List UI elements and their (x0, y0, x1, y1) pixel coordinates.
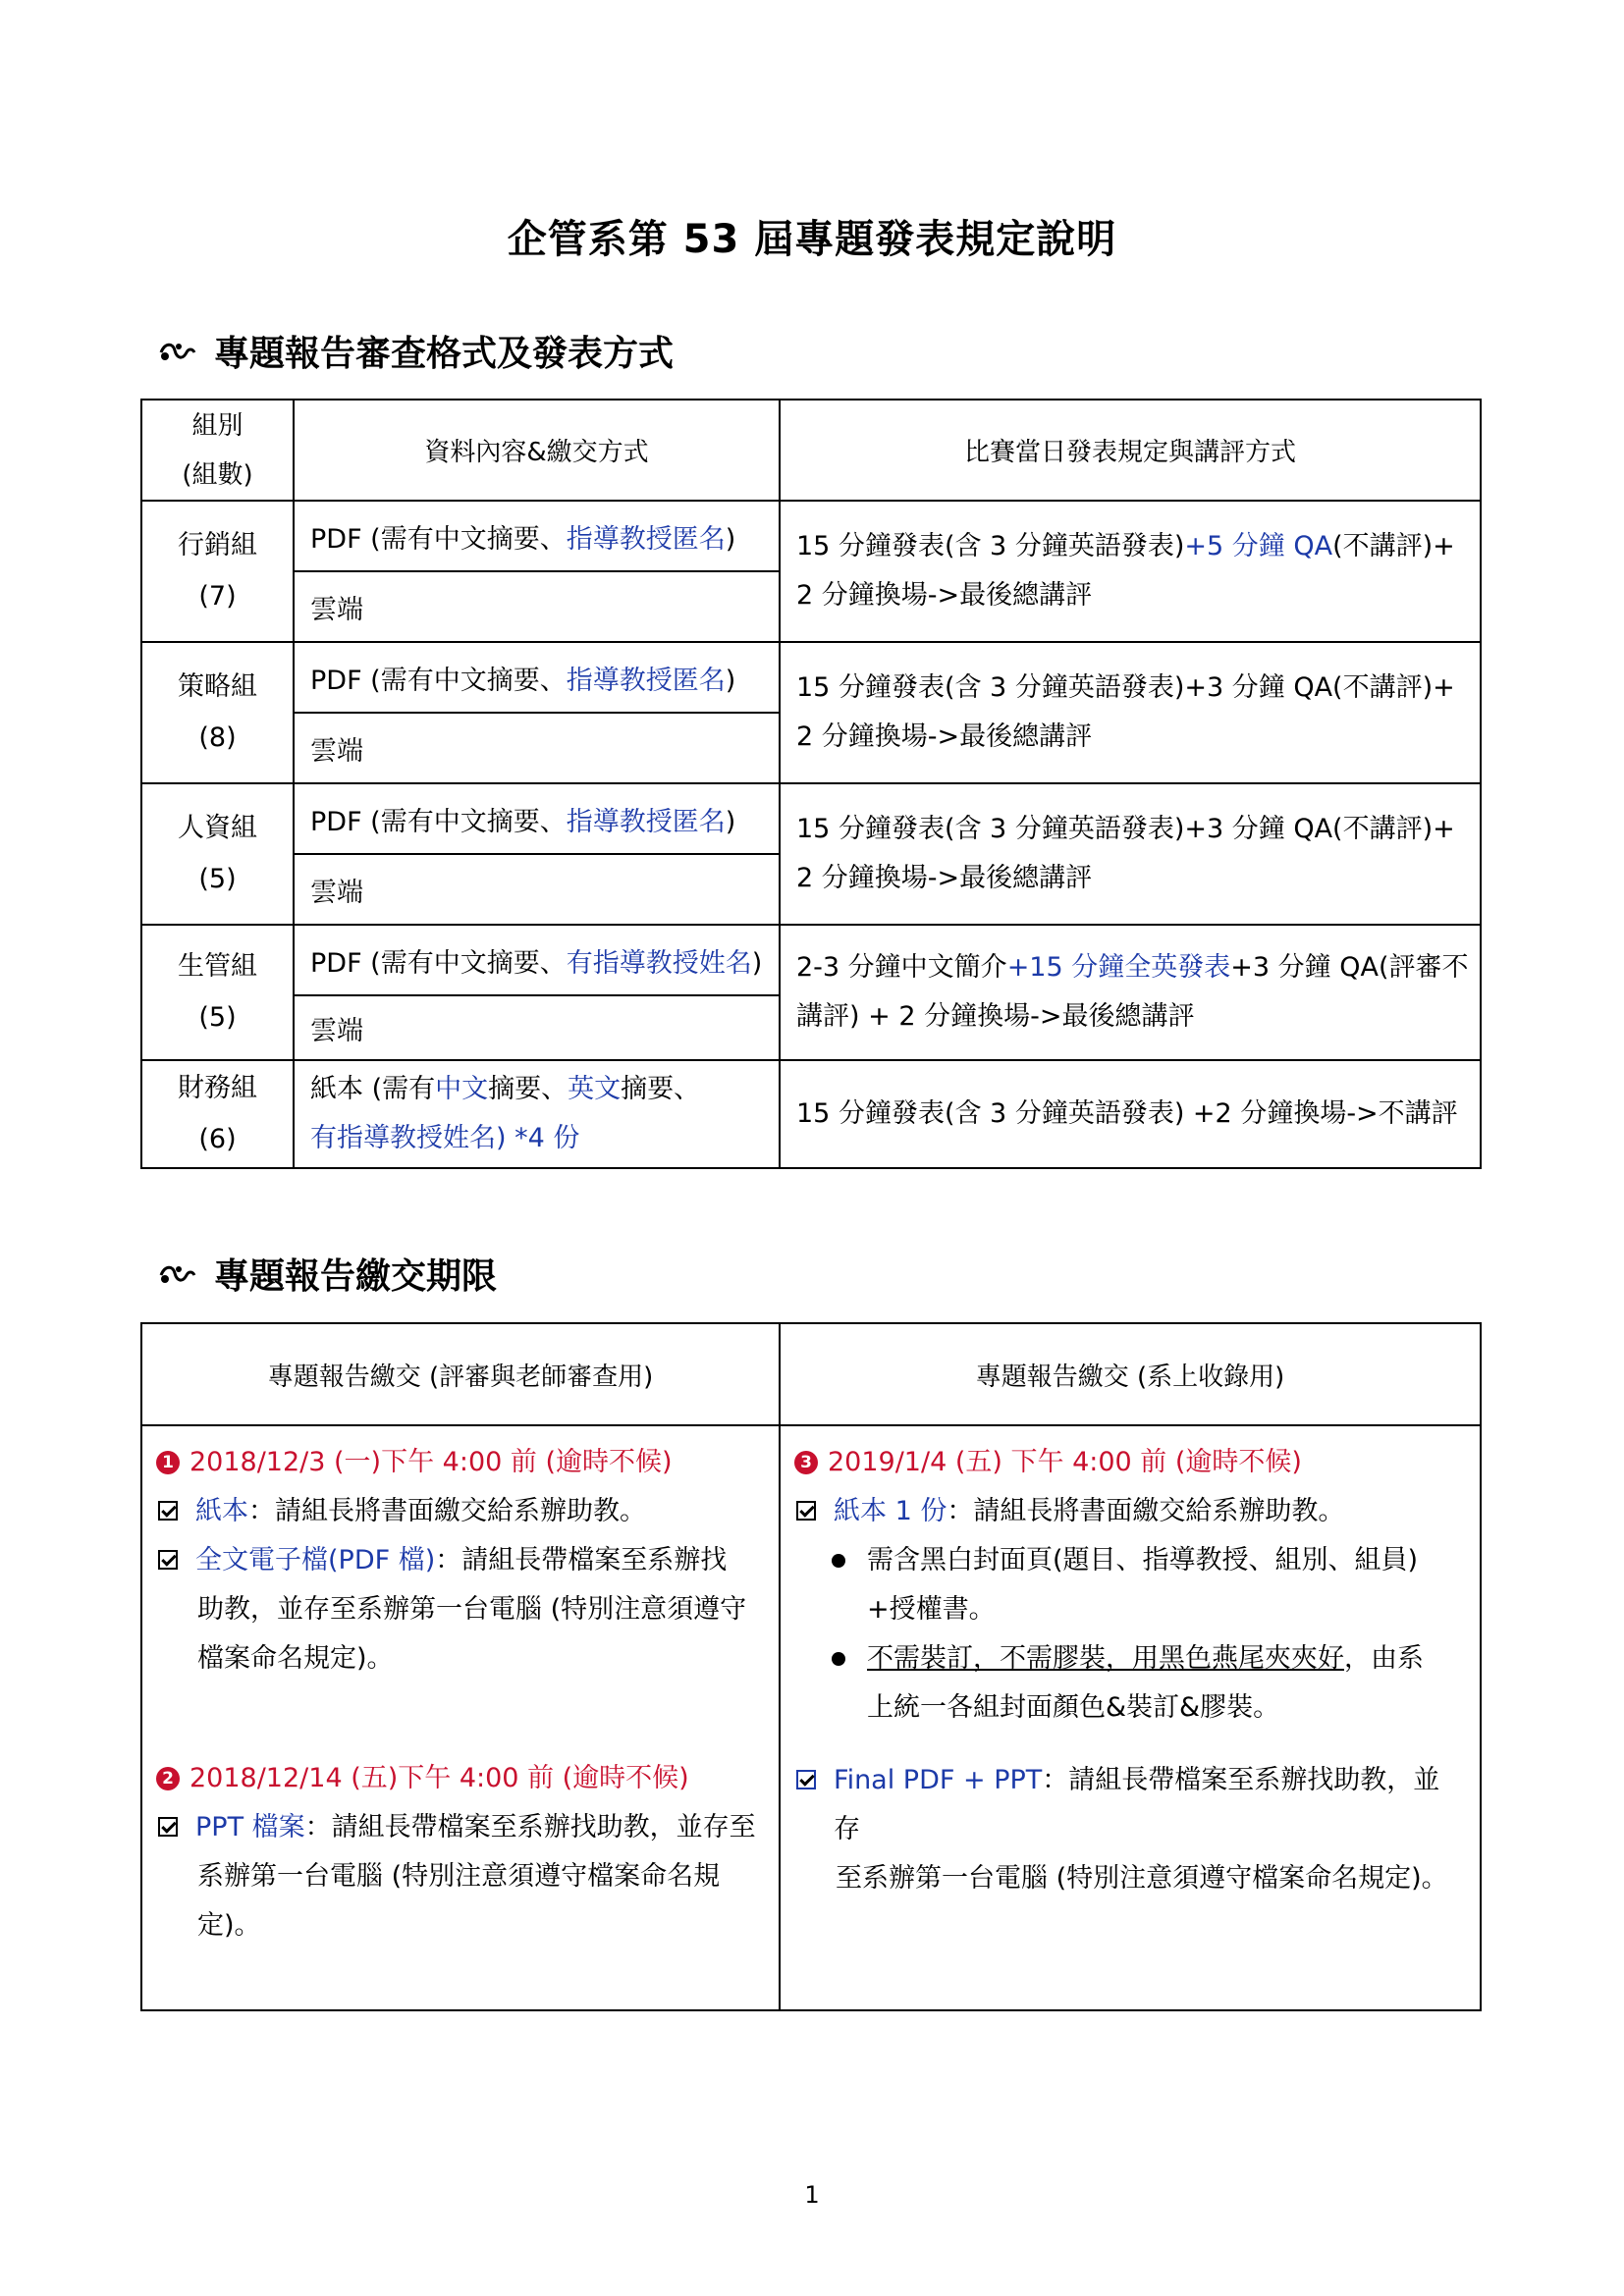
header-group: 組別 (組數) (141, 400, 294, 501)
checklist-item: PPT 檔案：請組長帶檔案至系辦找助教，並存至 (156, 1803, 765, 1852)
rule-cell: 15 分鐘發表(含 3 分鐘英語發表)+3 分鐘 QA(不講評)+ 2 分鐘換場->最後總講評 (780, 642, 1481, 783)
number-badge: 3 (794, 1451, 818, 1474)
page-number: 1 (804, 2181, 820, 2209)
review-format-table (140, 399, 1482, 1169)
checkbox-icon (796, 1501, 816, 1521)
table-row (141, 501, 1481, 571)
ornament-icon (157, 339, 196, 364)
group-cell: 策略組 (8) (141, 642, 294, 783)
cloud-cell: 雲端 (294, 995, 780, 1060)
group-cell: 行銷組 (7) (141, 501, 294, 642)
cloud-cell: 雲端 (294, 854, 780, 925)
group-cell: 財務組 (6) (141, 1060, 294, 1168)
ornament-icon (157, 1261, 196, 1287)
cloud-cell: 雲端 (294, 713, 780, 783)
header-review-submission: 專題報告繳交 (評審與老師審查用) (141, 1323, 780, 1425)
table-header-row (141, 1323, 1481, 1425)
checklist-item: 紙本：請組長將書面繳交給系辦助教。 (156, 1487, 765, 1536)
pdf-cell: PDF (需有中文摘要、指導教授匿名) (294, 783, 780, 854)
section-heading-text: 專題報告繳交期限 (214, 1256, 498, 1297)
group-cell: 人資組 (5) (141, 783, 294, 925)
table-row (141, 1060, 1481, 1168)
rule-cell: 15 分鐘發表(含 3 分鐘英語發表) +2 分鐘換場->不講評 (780, 1060, 1481, 1168)
table-row (141, 925, 1481, 995)
table-header-row (141, 400, 1481, 501)
checkbox-icon (158, 1501, 178, 1521)
pdf-cell: PDF (需有中文摘要、指導教授匿名) (294, 501, 780, 571)
number-badge: 2 (156, 1767, 180, 1790)
checkbox-icon (158, 1550, 178, 1570)
archive-deadline-cell: 3 2019/1/4 (五) 下午 4:00 前 (逾時不候) 紙本 1 份：請組長將書面繳交給系辦助教。 需含黑白封面頁(題目、指導教授、組別、組員) +授權書。 不需裝訂，不需膠裝，用黑色燕尾夾夾好，由系 上統一各組封面顏色&裝訂&膠裝。 Final PDF + PPT：請組長帶檔案至系辦找助教，並存 至系辦第一台電腦 (特別注意須遵守檔案命名規定)。 (780, 1425, 1481, 2010)
table-row (141, 783, 1481, 854)
group-cell: 生管組 (5) (141, 925, 294, 1060)
deadline-1: 1 2018/12/3 (一)下午 4:00 前 (逾時不候) (156, 1438, 765, 1487)
paper-cell: 紙本 (需有中文摘要、英文摘要、 有指導教授姓名) *4 份 (294, 1060, 780, 1168)
header-content: 資料內容&繳交方式 (294, 400, 780, 501)
pdf-cell: PDF (需有中文摘要、有指導教授姓名) (294, 925, 780, 995)
number-badge: 1 (156, 1451, 180, 1474)
deadline-2: 2 2018/12/14 (五)下午 4:00 前 (逾時不候) (156, 1754, 765, 1803)
page-title: 企管系第 53 屆專題發表規定說明 (507, 217, 1117, 262)
section-heading-review (157, 326, 674, 376)
cloud-cell: 雲端 (294, 571, 780, 642)
pdf-cell: PDF (需有中文摘要、指導教授匿名) (294, 642, 780, 713)
review-deadline-cell: 1 2018/12/3 (一)下午 4:00 前 (逾時不候) 紙本：請組長將書面繳交給系辦助教。 全文電子檔(PDF 檔)：請組長帶檔案至系辦找 助教，並存至系辦第一台電腦 (特別注意須遵守 檔案命名規定)。 2 2018/12/14 (五)下午 4:00 前 (逾時不候) PPT 檔案：請組長帶檔案至系辦找助教，並存至 系辦第一台電腦 (特別注意須遵守檔案命名規 定)。 (141, 1425, 780, 2010)
checklist-item: 全文電子檔(PDF 檔)：請組長帶檔案至系辦找 (156, 1536, 765, 1585)
deadline-table (140, 1322, 1482, 2011)
section-heading-text: 專題報告審查格式及發表方式 (214, 334, 675, 374)
header-rules: 比賽當日發表規定與講評方式 (780, 400, 1481, 501)
table-row (141, 642, 1481, 713)
checkbox-icon (158, 1817, 178, 1837)
deadline-3: 3 2019/1/4 (五) 下午 4:00 前 (逾時不候) (794, 1438, 1466, 1487)
bullet-icon (832, 1652, 845, 1666)
table-row (141, 1425, 1481, 2010)
bullet-item: 不需裝訂，不需膠裝，用黑色燕尾夾夾好，由系 (794, 1634, 1466, 1683)
rule-cell: 2-3 分鐘中文簡介+15 分鐘全英發表+3 分鐘 QA(評審不 講評) + 2 分鐘換場->最後總講評 (780, 925, 1481, 1060)
rule-cell: 15 分鐘發表(含 3 分鐘英語發表)+3 分鐘 QA(不講評)+ 2 分鐘換場->最後總講評 (780, 783, 1481, 925)
checklist-item: 紙本 1 份：請組長將書面繳交給系辦助教。 (794, 1487, 1466, 1536)
bullet-item: 需含黑白封面頁(題目、指導教授、組別、組員) (794, 1536, 1466, 1585)
rule-cell: 15 分鐘發表(含 3 分鐘英語發表)+5 分鐘 QA(不講評)+ 2 分鐘換場->最後總講評 (780, 501, 1481, 642)
bullet-icon (832, 1554, 845, 1568)
checklist-item: Final PDF + PPT：請組長帶檔案至系辦找助教，並存 (794, 1756, 1466, 1854)
checkbox-icon (796, 1770, 816, 1789)
section-heading-deadline (157, 1249, 497, 1299)
header-archive-submission: 專題報告繳交 (系上收錄用) (780, 1323, 1481, 1425)
